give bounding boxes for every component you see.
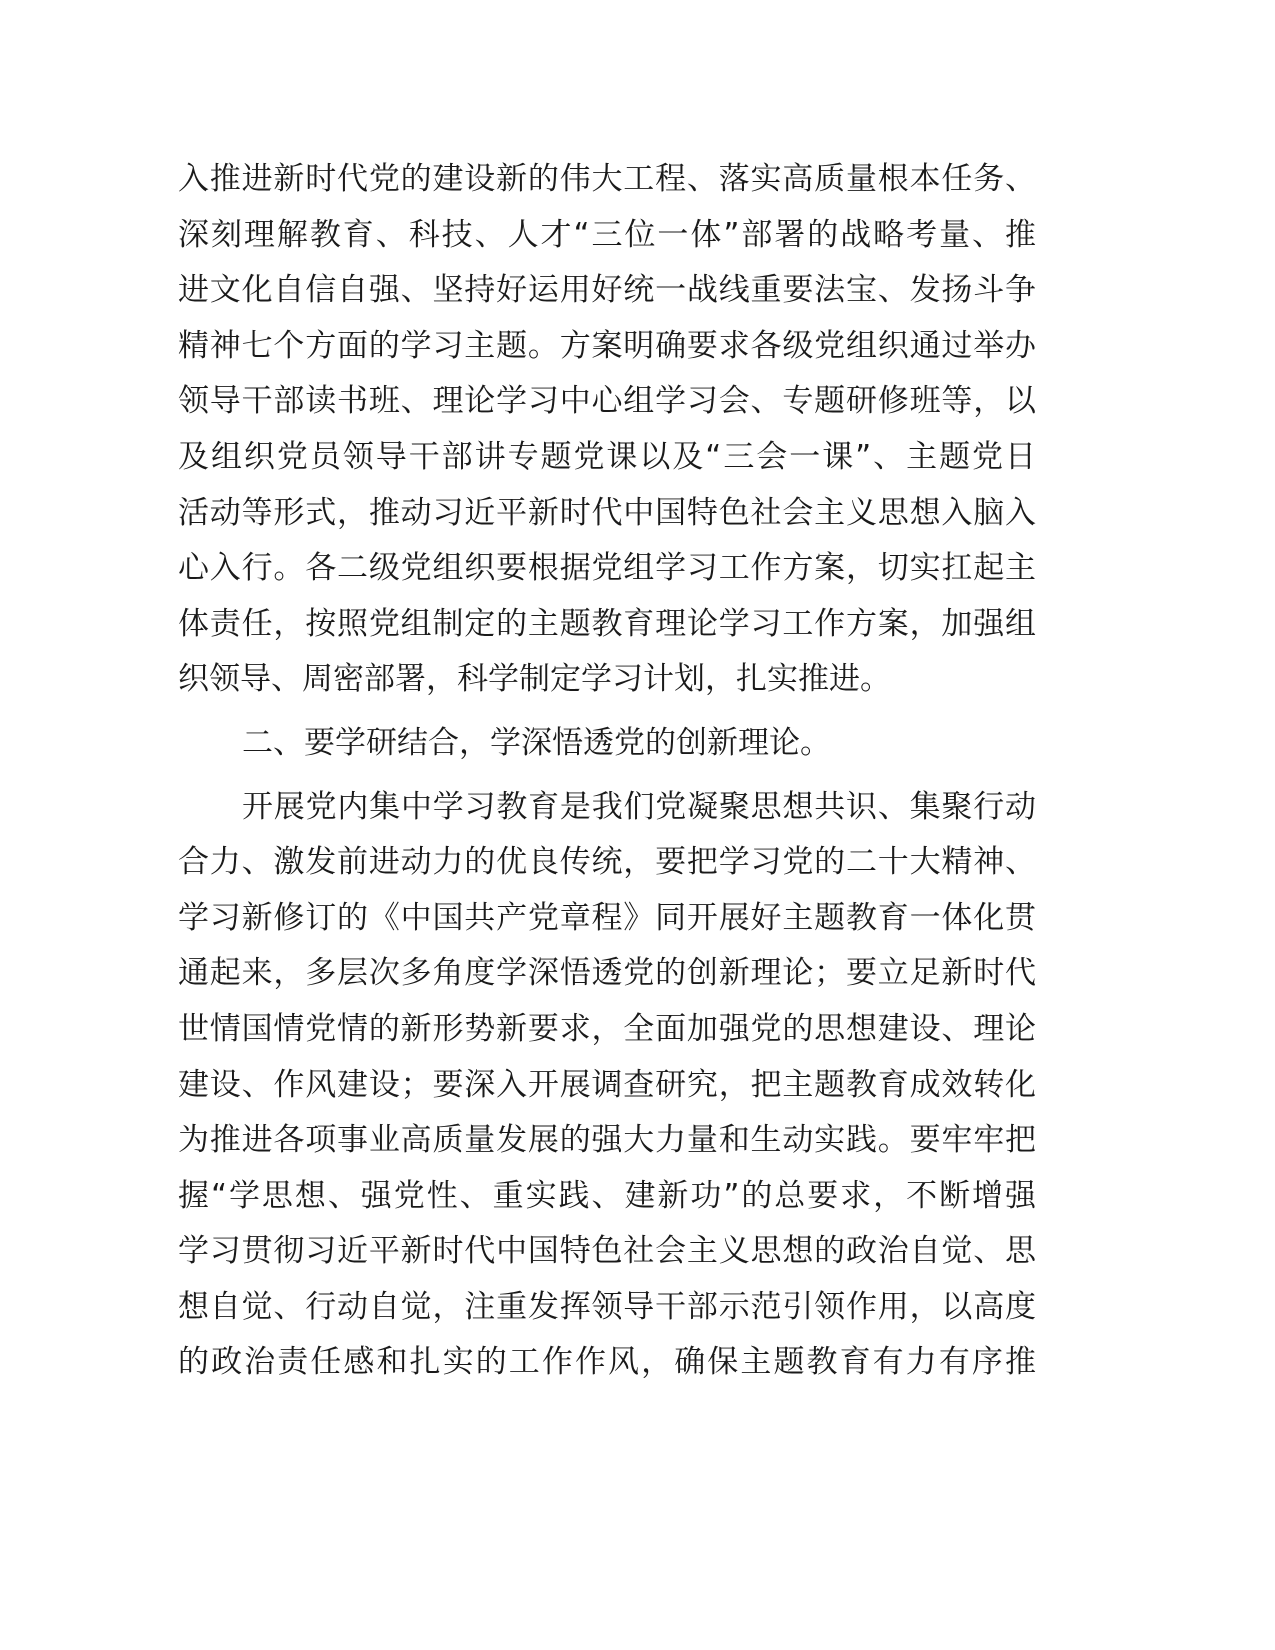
text-line: 入推进新时代党的建设新的伟大工程、落实高质量根本任务、 [178, 161, 1036, 197]
paragraph-1 [178, 152, 1036, 708]
text-line: 精神七个方面的学习主题。方案明确要求各级党组织通过举办 [178, 327, 1036, 364]
paragraph-2 [178, 780, 1036, 1392]
text-line: 深刻理解教育、科技、人才“三位一体”部署的战略考量、推 [178, 216, 1036, 253]
text-line: 进文化自信自强、坚持好运用好统一战线重要法宝、发扬斗争 [178, 272, 1036, 309]
text-line: 通起来，多层次多角度学深悟透党的创新理论；要立足新时代 [178, 955, 1036, 992]
paragraph-gap [178, 772, 1036, 780]
text-line: 的政治责任感和扎实的工作作风，确保主题教育有力有序推 [178, 1344, 1036, 1381]
text-line: 领导干部读书班、理论学习中心组学习会、专题研修班等，以 [178, 383, 1036, 420]
text-line: 学习贯彻习近平新时代中国特色社会主义思想的政治自觉、思 [178, 1233, 1036, 1270]
text-line: 学习新修订的《中国共产党章程》同开展好主题教育一体化贯 [178, 899, 1036, 936]
text-line: 心入行。各二级党组织要根据党组学习工作方案，切实扛起主 [178, 550, 1036, 587]
text-line: 为推进各项事业高质量发展的强大力量和生动实践。要牢牢把 [178, 1122, 1036, 1159]
text-line: 建设、作风建设；要深入开展调查研究，把主题教育成效转化 [178, 1066, 1036, 1103]
paragraph-gap [178, 708, 1036, 716]
text-line: 及组织党员领导干部讲专题党课以及“三会一课”、主题党日 [178, 438, 1036, 475]
text-line: 开展党内集中学习教育是我们党凝聚思想共识、集聚行动 [242, 788, 1036, 825]
text-line: 想自觉、行动自觉，注重发挥领导干部示范引领作用，以高度 [178, 1288, 1036, 1325]
text-line: 世情国情党情的新形势新要求，全面加强党的思想建设、理论 [178, 1010, 1036, 1047]
text-line: 活动等形式，推动习近平新时代中国特色社会主义思想入脑入 [178, 494, 1036, 531]
section-heading: 二、要学研结合，学深悟透党的创新理论。 [242, 724, 831, 761]
text-line: 体责任，按照党组制定的主题教育理论学习工作方案，加强组 [178, 605, 1036, 642]
text-line: 握“学思想、强党性、重实践、建新功”的总要求，不断增强 [178, 1177, 1036, 1214]
document-body [178, 152, 1036, 1391]
text-line: 织领导、周密部署，科学制定学习计划，扎实推进。 [178, 661, 891, 698]
text-line: 合力、激发前进动力的优良传统，要把学习党的二十大精神、 [178, 844, 1036, 881]
